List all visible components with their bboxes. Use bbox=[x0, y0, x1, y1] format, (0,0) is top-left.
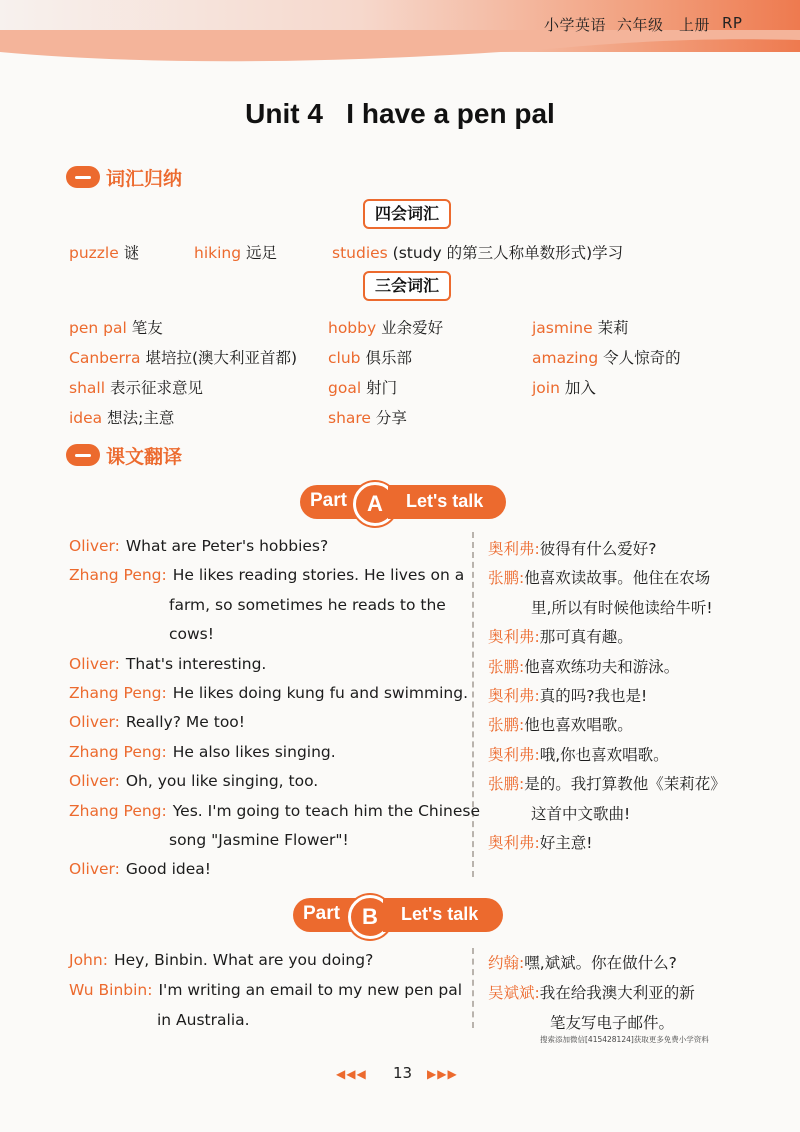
prev-arrows-icon: ◀◀◀ bbox=[336, 1067, 367, 1081]
dialog-line bbox=[488, 831, 592, 853]
vocab-item: jasmine 茉莉 bbox=[532, 319, 629, 337]
vocab-item: shall 表示征求意见 bbox=[69, 379, 203, 397]
dialog-text: He likes reading stories. He lives on a bbox=[172, 566, 465, 585]
dialog-line bbox=[69, 566, 464, 584]
dialog-text: Hey, Binbin. What are you doing? bbox=[113, 951, 374, 969]
dialog-line bbox=[488, 951, 677, 973]
dialog-line bbox=[69, 951, 373, 969]
part-b-word: Part bbox=[303, 903, 340, 924]
dialog-line bbox=[69, 537, 328, 555]
dialog-text: What are Peter's hobbies? bbox=[125, 537, 329, 555]
dialog-line bbox=[69, 981, 462, 999]
vocab-item: amazing 令人惊奇的 bbox=[532, 349, 681, 367]
dialog-text: 那可真有趣。 bbox=[539, 628, 633, 647]
dialog-text: That's interesting. bbox=[125, 654, 267, 673]
vocab-item: hobby 业余爱好 bbox=[328, 319, 444, 337]
part-a-letter: A bbox=[353, 482, 397, 526]
dialog-line bbox=[69, 860, 211, 878]
speaker-name: 奥利弗: bbox=[488, 628, 540, 647]
speaker-name: 奥利弗: bbox=[488, 687, 540, 705]
dialog-line bbox=[69, 772, 318, 790]
speaker-name: John: bbox=[69, 951, 108, 969]
part-a-label: Let's talk bbox=[406, 491, 484, 511]
part-a-word: Part bbox=[310, 490, 347, 511]
section-translation-label: 课文翻译 bbox=[106, 446, 183, 468]
dialog-line bbox=[488, 684, 647, 706]
speaker-name: Oliver: bbox=[69, 654, 120, 673]
part-b-banner bbox=[293, 898, 507, 932]
speaker-name: 张鹏: bbox=[488, 716, 525, 735]
dialog-line bbox=[488, 625, 633, 647]
speaker-name: 奥利弗: bbox=[488, 834, 540, 852]
unit-title: Unit 4 I have a pen pal bbox=[245, 98, 555, 129]
dialog-line bbox=[488, 655, 679, 677]
vocab-item: idea 想法;主意 bbox=[69, 409, 175, 427]
dialog-line bbox=[488, 566, 710, 588]
dialog-line: 笔友写电子邮件。 bbox=[550, 1014, 675, 1032]
dialog-line bbox=[69, 684, 468, 702]
vocab-item: join 加入 bbox=[532, 379, 596, 397]
section-pill-icon bbox=[66, 166, 100, 188]
header-grade: 六年级 bbox=[617, 16, 664, 34]
tag-three-skill-words: 三会词汇 bbox=[363, 271, 451, 301]
speaker-name: 张鹏: bbox=[488, 657, 525, 676]
dialog-text: 好主意! bbox=[539, 834, 593, 852]
dialog-text: 他也喜欢唱歌。 bbox=[524, 716, 633, 735]
dialog-text: 他喜欢练功夫和游泳。 bbox=[524, 657, 680, 676]
dialog-line bbox=[488, 772, 726, 794]
dialog-line: 里,所以有时候他读给牛听! bbox=[531, 598, 713, 617]
footer-note: 搜索添加微信[415428124]获取更多免费小学资料 bbox=[540, 1035, 709, 1044]
vocab-item: hiking 远足 bbox=[194, 244, 278, 262]
dialog-line bbox=[69, 802, 480, 820]
column-divider bbox=[472, 948, 474, 1028]
speaker-name: Wu Binbin: bbox=[69, 981, 153, 999]
dialog-text: Yes. I'm going to teach him the Chinese bbox=[172, 801, 481, 820]
dialog-text: Good idea! bbox=[125, 860, 211, 879]
dialog-line: in Australia. bbox=[157, 1011, 250, 1029]
header-wave bbox=[0, 30, 800, 70]
dialog-line: cows! bbox=[169, 625, 214, 644]
dialog-line bbox=[69, 655, 266, 673]
column-divider bbox=[472, 532, 474, 877]
dialog-text: Really? Me too! bbox=[125, 713, 246, 732]
dialog-text: 彼得有什么爱好? bbox=[539, 540, 657, 558]
part-a-banner bbox=[300, 485, 510, 519]
page-number: 13 bbox=[393, 1064, 413, 1082]
tag-four-skill-words: 四会词汇 bbox=[363, 199, 451, 229]
header-volume: 上册 bbox=[679, 16, 711, 34]
section-vocab-label: 词汇归纳 bbox=[106, 168, 183, 190]
dialog-text: 他喜欢读故事。他住在农场 bbox=[524, 569, 711, 588]
dialog-text: 哦,你也喜欢唱歌。 bbox=[539, 745, 669, 764]
speaker-name: Oliver: bbox=[69, 860, 120, 879]
speaker-name: 张鹏: bbox=[488, 775, 525, 794]
speaker-name: Oliver: bbox=[69, 537, 120, 555]
speaker-name: Oliver: bbox=[69, 713, 120, 732]
vocab-item: studies (study 的第三人称单数形式)学习 bbox=[332, 244, 624, 262]
dialog-line bbox=[488, 743, 669, 765]
dialog-line bbox=[488, 713, 633, 735]
part-b-label: Let's talk bbox=[401, 904, 479, 924]
header-subject: 小学英语 bbox=[544, 16, 607, 34]
vocab-item: club 俱乐部 bbox=[328, 349, 412, 367]
dialog-text: Oh, you like singing, too. bbox=[125, 772, 319, 791]
speaker-name: 约翰: bbox=[488, 954, 525, 972]
speaker-name: 张鹏: bbox=[488, 569, 525, 588]
dialog-text: I'm writing an email to my new pen pal bbox=[158, 981, 463, 999]
dialog-text: 真的吗?我也是! bbox=[539, 687, 648, 705]
dialog-text: 是的。我打算教他《茉莉花》 bbox=[524, 775, 726, 794]
section-pill-icon bbox=[66, 444, 100, 466]
speaker-name: Zhang Peng: bbox=[69, 742, 167, 761]
vocab-item: pen pal 笔友 bbox=[69, 319, 163, 337]
dialog-text: He likes doing kung fu and swimming. bbox=[172, 684, 469, 702]
dialog-text: 嘿,斌斌。你在做什么? bbox=[524, 954, 677, 972]
dialog-line: farm, so sometimes he reads to the bbox=[169, 595, 446, 614]
speaker-name: 奥利弗: bbox=[488, 540, 540, 558]
dialog-line: 这首中文歌曲! bbox=[531, 804, 631, 823]
dialog-line bbox=[69, 713, 245, 731]
dialog-text: He also likes singing. bbox=[172, 742, 336, 761]
next-arrows-icon: ▶▶▶ bbox=[427, 1067, 458, 1081]
speaker-name: 奥利弗: bbox=[488, 745, 540, 764]
speaker-name: Zhang Peng: bbox=[69, 684, 167, 702]
speaker-name: Oliver: bbox=[69, 772, 120, 791]
vocab-item: Canberra 堪培拉(澳大利亚首都) bbox=[69, 349, 298, 367]
vocab-item: goal 射门 bbox=[328, 379, 398, 397]
header-edition: RP bbox=[722, 14, 743, 32]
dialog-line bbox=[488, 537, 656, 559]
vocab-item: puzzle 谜 bbox=[69, 244, 140, 262]
dialog-line bbox=[69, 743, 336, 761]
speaker-name: 吴斌斌: bbox=[488, 984, 540, 1002]
speaker-name: Zhang Peng: bbox=[69, 801, 167, 820]
dialog-line: song "Jasmine Flower"! bbox=[169, 831, 349, 849]
dialog-text: 我在给我澳大利亚的新 bbox=[539, 984, 695, 1002]
speaker-name: Zhang Peng: bbox=[69, 566, 167, 585]
vocab-item: share 分享 bbox=[328, 409, 407, 427]
dialog-line bbox=[488, 981, 695, 1003]
part-b-letter: B bbox=[348, 895, 392, 939]
